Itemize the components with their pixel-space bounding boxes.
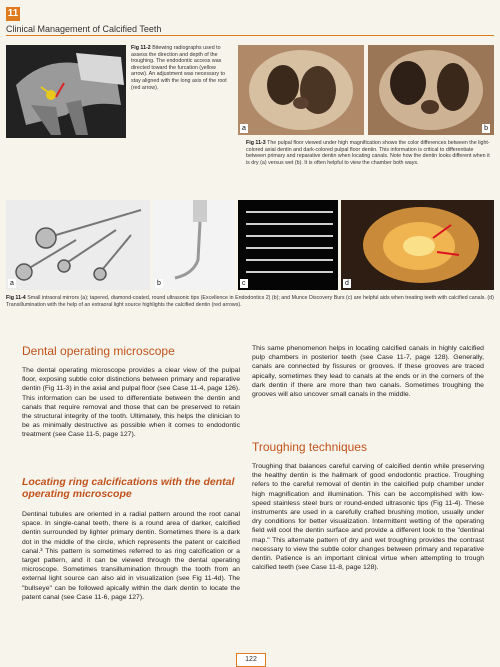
fig-11-4-label: Fig 11-4 — [6, 295, 26, 301]
fig-11-4-panel-c: c — [242, 280, 246, 287]
left-para-2-text: Dentinal tubules are oriented in a radial pattern around the root canal space. In single-canal teeth, there is a round area of darker, calcified dentin surrounded by lighter primary dentin. Sometimes there is a dark dot in the middle of the circle, which represents the patent or calcified canal.³ This pattern is sometimes referred to as ring calcification or a target pattern, and it can be viewed through the dental operating microscope. Sometimes transillumination through the tooth from an external light source can also aid in visualization (see Fig 11-4d). The "bullseye" can be followed apically within the dark dentin to locate the patent canal (see Case 11-6, page 127). — [22, 511, 240, 601]
fig-11-4b-ultrasonic-tip — [153, 200, 235, 290]
right-paragraph-1 — [252, 344, 484, 399]
header-rule — [6, 35, 494, 36]
heading-troughing-techniques: Troughing techniques — [252, 440, 367, 454]
fig-11-3-panel-a: a — [242, 125, 246, 132]
fig-11-3b-pulp-floor-wet — [368, 45, 494, 135]
fig-11-3a-pulp-floor-dry — [238, 45, 364, 135]
right-para-2-text: Troughing that balances careful carving of calcified dentin while preserving the healthy dentin is the hallmark of good endodontic practice. Troughing refers to the careful removal of dentin in the calcified pulp chamber under high magnification and illumination. This can be accomplished with low-speed stainless steel burs or round-ended ultrasonic tips (Fig 11-4). These instruments are used in a carefully crafted brushing motion, usually under dry conditions for better visualization. Intermittent wetting of the operating field will cool the dentin surface and provide a different look to the "dentinal map." This alternate pattern of dry and wet troughing provides the contrast necessary to view the subtle color changes between primary and reparative dentin. Patience is an important clinical virtue when attempting to trough calcified teeth (see Case 11-8, page 128). — [252, 463, 484, 572]
fig-11-4c-burs — [238, 200, 338, 290]
fig-11-4-panel-a: a — [10, 280, 14, 287]
fig-11-3-caption — [246, 140, 494, 166]
fig-11-3-text: The pulpal floor viewed under high magnification shows the color differences between the light-colored axial dentin and dark-colored pulpal floor dentin. This information is critical to differentiate between primary and reparative dentin when locating canals. Note how the dentin looks different when it is dry (a) versus wet (b). It is often helpful to view the chamber both ways. — [246, 140, 490, 166]
fig-11-3-label: Fig 11-3 — [246, 140, 266, 146]
running-title: Clinical Management of Calcified Teeth — [6, 24, 162, 34]
page-number: 122 — [236, 653, 266, 667]
heading-dental-operating-microscope: Dental operating microscope — [22, 344, 175, 358]
fig-11-3-panel-b: b — [484, 125, 488, 132]
fig-11-2-text: Bitewing radiographs used to assess the direction and depth of the troughing. The endodontic access was directed toward the furcation (yellow arrow). An adjustment was necessary to stay aligned with the long axis of the root (red arrow). — [131, 45, 227, 91]
fig-11-4a-mirrors — [6, 200, 150, 290]
fig-11-4-panel-b: b — [157, 280, 161, 287]
fig-11-2-radiograph — [6, 45, 126, 138]
fig-11-4-panel-d: d — [345, 280, 349, 287]
fig-11-4-text: Small intraoral mirrors (a); tapered, diamond-coated, round ultrasonic tips (Excellence in Endodontics 2) (b); and Munce Discovery Burs (c) are helpful aids when treating teeth with calcified canals. (d) Transillumination with the help of an extraoral light source highlights the calcified dentin (red arrows). — [6, 295, 494, 308]
chapter-number-badge: 11 — [7, 8, 19, 19]
left-paragraph-2 — [22, 510, 240, 602]
left-paragraph-1 — [22, 366, 240, 440]
fig-11-2-caption — [131, 45, 229, 91]
left-para-1-text: The dental operating microscope provides a clear view of the pulpal floor, exposing subtle color distinctions between primary and reparative dentin (Fig 11-3) in the axial and pulpal floor (see Case 11-4, page 126). This information can be used to differentiate between the dentin and canals that require removal and those that can be preserved to retain the structural integrity of the tooth. Ultimately, this helps the clinician to be as minimally destructive as possible when it comes to endodontic treatment (see Case 11-5, page 127). — [22, 367, 240, 439]
fig-11-4-caption — [6, 295, 494, 308]
heading-locating-ring-calcifications: Locating ring calcifications with the dental operating microscope — [22, 476, 235, 500]
right-para-1-text: This same phenomenon helps in locating calcified canals in highly calcified pulp chambers in posterior teeth (see Case 11-7, page 128). Generally, canals are connected by fissures or grooves. If these grooves are traced apically, sometimes they lead to canals at the ends or in the corners of the dark dentin if there are more than two canals. Sometimes troughing the grooves will also uncover small canals in the middle. — [252, 345, 484, 399]
right-paragraph-2 — [252, 462, 484, 572]
fig-11-4d-transillumination — [341, 200, 494, 290]
fig-11-2-label: Fig 11-2 — [131, 45, 151, 51]
